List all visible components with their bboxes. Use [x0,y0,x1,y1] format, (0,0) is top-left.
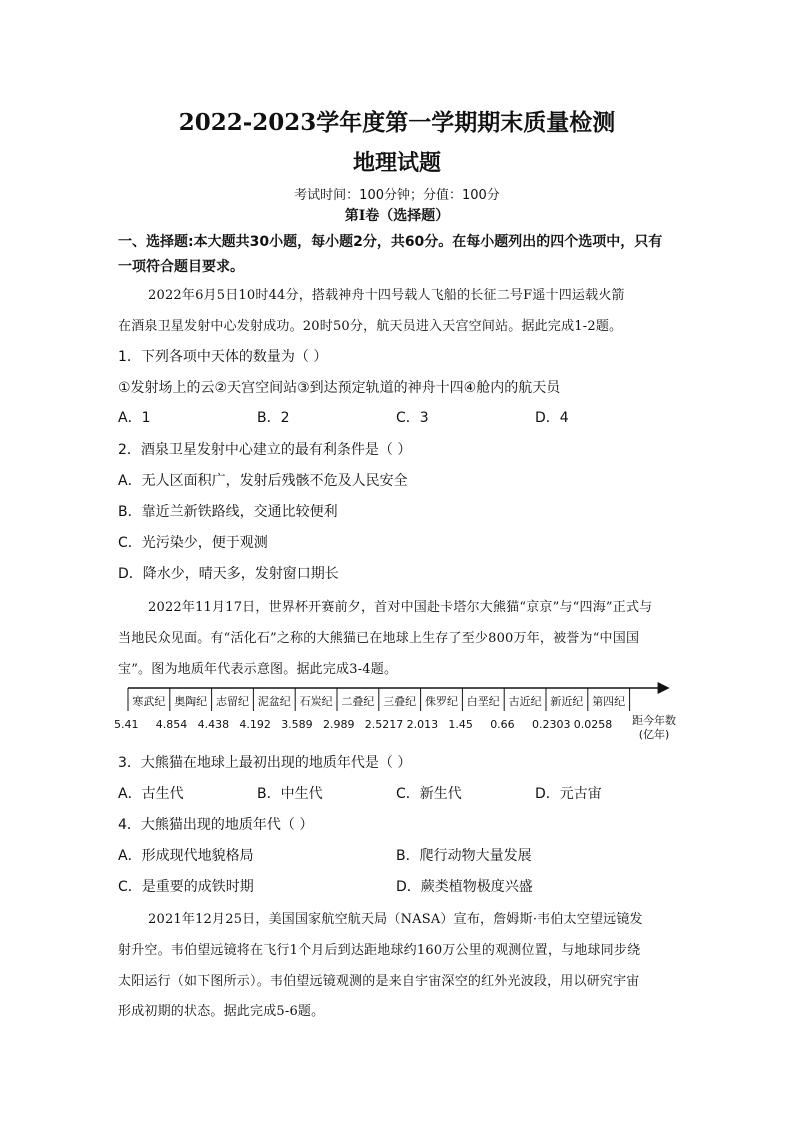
q1-option-b: B．2 [257,410,290,426]
q2-option-a: A．无人区面积广，发射后残骸不危及人民安全 [118,473,408,489]
timeline-period-label: 二叠纪 [341,695,375,708]
passage-2-line-3: 宝”。图为地质年代表示意图。据此完成3-4题。 [118,662,398,677]
timeline-unit-line-2: (亿年) [638,728,670,741]
instructions-line-1: 一、选择题:本大题共30小题，每小题2分，共60分。在每小题列出的四个选项中，只有 [118,234,663,250]
passage-2-line-1: 2022年11月17日，世界杯开赛前夕，首对中国赴卡塔尔大熊猫“京京”与“四海”正式与 [148,600,653,615]
timeline-unit-label [626,714,682,742]
timeline-period-label: 泥盆纪 [257,695,291,708]
question-4-stem: 4．大熊猫出现的地质年代（ ） [118,817,314,833]
passage-2-line-2: 当地民众见面。有“活化石”之称的大熊猫已在地球上生存了至少800万年，被誉为“中国国 [118,631,640,646]
timeline-period-label: 侏罗纪 [424,695,458,708]
timeline-age-value: 0.2303 [532,718,571,731]
timeline-period-label: 志留纪 [215,695,249,708]
timeline-unit-line-1: 距今年数 [632,714,676,727]
instructions-line-2: 一项符合题目要求。 [118,259,244,275]
q3-option-b: B．中生代 [257,786,323,802]
q2-option-d: D．降水少，晴天多，发射窗口期长 [118,566,339,582]
timeline-age-value: 4.438 [197,718,230,731]
question-1-items: ①发射场上的云②天宫空间站③到达预定轨道的神舟十四④舱内的航天员 [118,380,561,396]
q3-option-c: C．新生代 [396,786,462,802]
timeline-period-label: 第四纪 [592,695,626,708]
timeline-age-value: 0.0258 [573,718,613,731]
timeline-period-label: 寒武纪 [132,695,166,708]
q1-option-c: C．3 [396,410,429,426]
timeline-age-value: 2.989 [323,718,355,731]
timeline-age-value: 4.854 [155,718,188,731]
passage-3-line-3: 太阳运行（如下图所示）。韦伯望远镜观测的是来自宇宙深空的红外光波段，用以研究宇宙 [118,974,640,989]
q4-option-a: A．形成现代地貌格局 [118,848,254,864]
q2-option-b: B．靠近兰新铁路线，交通比较便利 [118,504,338,520]
exam-title: 2022-2023学年度第一学期期末质量检测 [178,109,616,136]
question-3-stem: 3．大熊猫在地球上最初出现的地质年代是（ ） [118,755,412,771]
timeline-age-value: 2.013 [406,718,439,731]
timeline-period-label: 三叠纪 [383,695,417,708]
timeline-age-value: 2.5217 [364,718,404,731]
timeline-period-label: 新近纪 [550,695,584,708]
q1-option-a: A．1 [118,410,151,426]
exam-meta: 考试时间：100分钟；分值：100分 [294,188,500,203]
timeline-period-label: 奥陶纪 [174,695,208,708]
q4-option-d: D．蕨类植物极度兴盛 [396,879,533,895]
q4-option-b: B．爬行动物大量发展 [396,848,532,864]
passage-3-line-2: 射升空。韦伯望远镜将在飞行1个月后到达距地球约160万公里的观测位置，与地球同步绕 [118,943,641,958]
timeline-age-value: 1.45 [448,718,473,731]
timeline-period-label: 白垩纪 [466,695,500,708]
q4-option-c: C．是重要的成铁时期 [118,879,254,895]
q3-option-a: A．古生代 [118,786,184,802]
q3-option-d: D．元古宙 [535,786,602,802]
passage-1-line-2: 在酒泉卫星发射中心发射成功。20时50分，航天员进入天宫空间站。据此完成1-2题。 [118,319,623,334]
q2-option-c: C．光污染少，便于观测 [118,535,268,551]
timeline-age-value: 3.589 [281,718,313,731]
timeline-age-value: 0.66 [490,718,515,731]
subject-title: 地理试题 [352,150,441,176]
timeline-age-value: 4.192 [239,718,271,731]
timeline-period-label: 石炭纪 [299,695,333,708]
passage-3-line-4: 形成初期的状态。据此完成5-6题。 [118,1004,325,1019]
passage-3-line-1: 2021年12月25日，美国国家航空航天局（NASA）宣布，詹姆斯·韦伯太空望远镜发 [148,912,643,927]
timeline-age-value: 5.41 [114,718,139,731]
timeline-arrow-icon [658,682,670,694]
passage-1-line-1: 2022年6月5日10时44分，搭载神舟十四号载人飞船的长征二号F遥十四运载火箭 [148,288,625,303]
question-2-stem: 2．酒泉卫星发射中心建立的最有利条件是（ ） [118,442,412,458]
q1-option-d: D．4 [535,410,569,426]
section-title: 第I卷（选择题） [344,208,450,224]
question-1-stem: 1．下列各项中天体的数量为（ ） [118,349,328,365]
timeline-period-label: 古近纪 [508,695,542,708]
